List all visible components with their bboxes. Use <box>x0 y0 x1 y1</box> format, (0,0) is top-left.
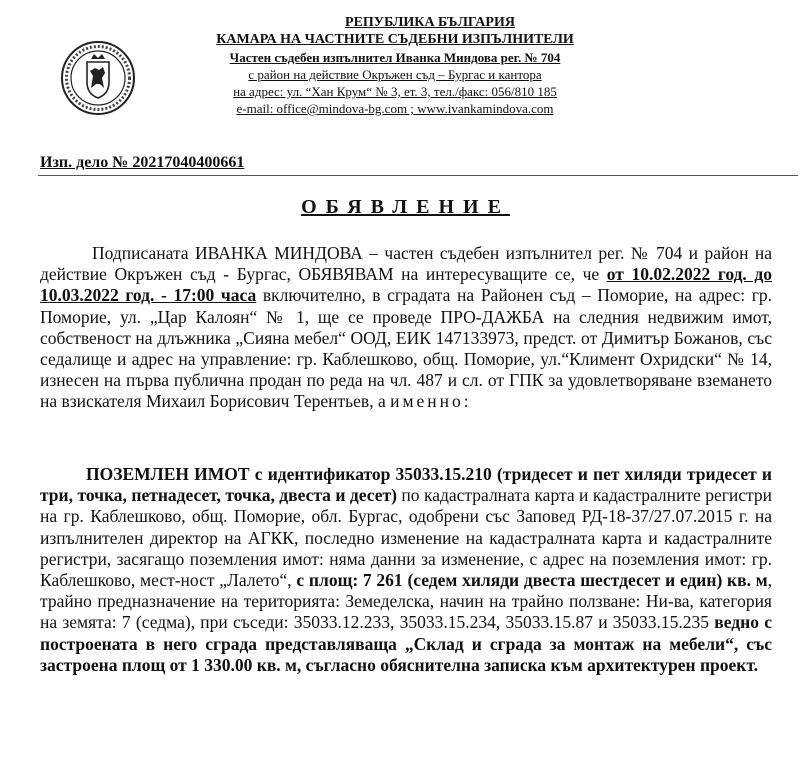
letterhead <box>180 14 610 117</box>
paragraph1-part2: включително, в сградата на Районен съд – Поморие, на адрес: гр. Поморие, ул. „Цар Калоян“ № 1, ще се проведе ПРО-ДАЖБА на следния недвижим имот, собственост на длъжника „Сияна мебел“ ООД, ЕИК 147133973, предст. от Димитър Божанов, със седалище и адрес на управление: гр. Каблешково, общ. Поморие, ул.“Климент Охридски“ № 14, изнесен на първа публична продан по реда на чл. 487 и сл. от ГПК за удовлетворяване вземането на взискателя Михаил Борисович Терентьев, а <box>40 285 772 412</box>
coat-of-arms-seal <box>60 40 136 116</box>
paragraph1-part1: Подписаната ИВАНКА МИНДОВА – частен съдебен изпълнител рег. № 704 и район на действие Окръжен съд - Бургас, ОБЯВЯВАМ на интересуващите се, че <box>40 243 772 285</box>
sale-dates: от 10.02.2022 год. до 10.03.2022 год. - 17:00 часа <box>40 264 773 306</box>
document-title: ОБЯВЛЕНИЕ <box>301 196 510 218</box>
header-country: РЕПУБЛИКА БЪЛГАРИЯ <box>345 15 515 30</box>
header-chamber: КАМАРА НА ЧАСТНИТЕ СЪДЕБНИ ИЗПЪЛНИТЕЛИ <box>216 32 574 47</box>
header-address: на адрес: ул. “Хан Крум“ № 3, ет. 3, тел./факс: 056/810 185 <box>233 84 557 99</box>
header-jurisdiction: с район на действие Окръжен съд – Бургас и кантора <box>248 67 542 82</box>
property-details-text: , трайно предназначение на територията: Земеделска, начин на трайно ползване: Ни-ва, категория на земята: 7 (седма), при съседи: 35033.12.233, 35033.15.234, 35033.15.87 и 35033.15.235 <box>40 570 772 633</box>
property-description <box>40 464 772 676</box>
header-enforcer: Частен съдебен изпълнител Иванка Миндова рег. № 704 <box>229 50 561 65</box>
header-contacts: e-mail: office@mindova-bg.com ; www.ivankamindova.com <box>236 101 554 116</box>
announcement-paragraph <box>40 243 772 413</box>
property-area: с площ: 7 261 (седем хиляди двеста шестдесет и един) кв. м <box>296 570 768 591</box>
property-cadastre-text: по кадастралната карта и кадастралните регистри на гр. Каблешково, общ. Поморие, обл. Бургас, одобрени със Заповед РД-18-37/27.07.2015 г. на изпълнителен директор на АГКК, последно изменение на кадастралната карта и кадастралните регистри, засягащо поземления имот: няма данни за изменение, с адрес на поземления имот: гр. Каблешково, мест-ност „Лалето“, <box>40 485 773 591</box>
property-identifier: ПОЗЕМЛЕН ИМОТ с идентификатор 35033.15.210 (тридесет и пет хиляди тридесет и три, точка, петнадесет, точка, двеста и десет) <box>40 464 772 506</box>
case-number: Изп. дело № 20217040400661 <box>40 154 245 171</box>
building-description: ведно с построената в него сграда представляваща „Склад и сграда за монтаж на мебели“, със застроена площ от 1 330.00 кв. м, съгласно обяснителна записка към архитектурен проект. <box>40 612 772 675</box>
namely-word: именно: <box>390 391 472 412</box>
header-divider <box>38 175 798 176</box>
